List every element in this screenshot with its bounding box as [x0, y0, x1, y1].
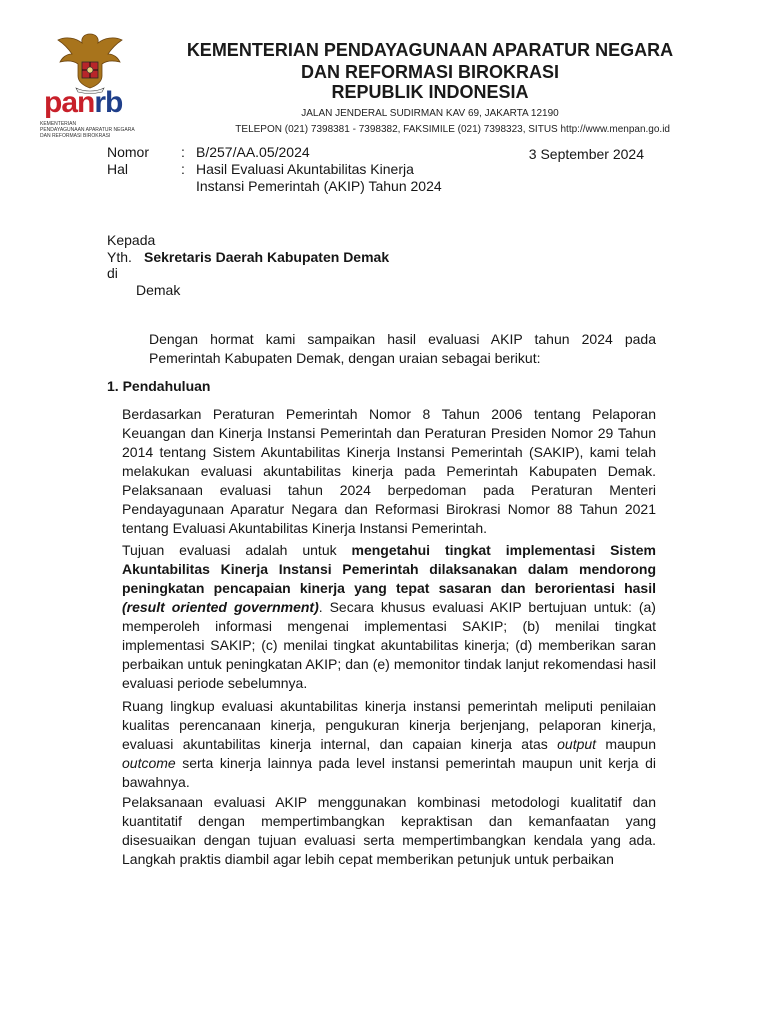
intro-paragraph: Dengan hormat kami sampaikan hasil evaluasi AKIP tahun 2024 pada Pemerintah Kabupaten Demak, dengan uraian sebagai berikut: [149, 331, 656, 366]
paragraph-2: Tujuan evaluasi adalah untuk mengetahui tingkat implementasi Sistem Akuntabilitas Kinerja Instansi Pemerintah dilaksanakan dalam mendorong peningkatan pencapaian kinerja yang tepat sasaran dan berorientasi hasil (result oriented government). Secara khusus evaluasi AKIP bertujuan untuk: (a) memperoleh informasi mengenai implementasi SAKIP; (b) menilai tingkat implementasi SAKIP; (c) menilai tingkat akuntabilitas kinerja; (d) memberikan saran perbaikan untuk peningkatan AKIP; dan (e) memonitor tindak lanjut rekomendasi hasil evaluasi periode sebelumnya. [122, 542, 657, 691]
panrb-logo [34, 28, 152, 138]
hal-value-line2: Instansi Pemerintah (AKIP) Tahun 2024 [196, 178, 442, 194]
ministry-contact: TELEPON (021) 7398381 - 7398382, FAKSIMILE (021) 7398323, SITUS http://www.menpan.go.id [235, 124, 670, 135]
kepada-label: Kepada [107, 232, 156, 248]
hal-label: Hal [107, 161, 129, 177]
hal-colon: : [181, 161, 185, 177]
garuda-emblem-icon [54, 28, 126, 94]
recipient-place: Demak [136, 282, 181, 298]
nomor-colon: : [181, 144, 185, 160]
yth-label: Yth. [107, 249, 132, 265]
di-label: di [107, 265, 118, 281]
recipient-name: Sekretaris Daerah Kabupaten Demak [144, 249, 390, 265]
nomor-value: B/257/AA.05/2024 [196, 144, 310, 160]
ministry-name-line3: REPUBLIK INDONESIA [331, 82, 529, 102]
ministry-address: JALAN JENDERAL SUDIRMAN KAV 69, JAKARTA 12190 [301, 108, 559, 119]
letter-date: 3 September 2024 [528, 146, 644, 162]
paragraph-1: Berdasarkan Peraturan Pemerintah Nomor 8 Tahun 2006 tentang Pelaporan Keuangan dan Kinerja Instansi Pemerintah dan Peraturan Presiden Nomor 29 Tahun 2014 tentang Sistem Akuntabilitas Kinerja Instansi Pemerintah (SAKIP), kami telah melakukan evaluasi akuntabilitas kinerja pada Pemerintah Kabupaten Demak. Pelaksanaan evaluasi tahun 2024 berpedoman pada Peraturan Menteri Pendayagunaan Aparatur Negara dan Reformasi Birokrasi Nomor 88 Tahun 2021 tentang Evaluasi Akuntabilitas Kinerja Instansi Pemerintah. [122, 406, 656, 536]
brand-subtitle: KEMENTERIAN PENDAYAGUNAAN APARATUR NEGARA DAN REFORMASI BIROKRASI [40, 121, 135, 139]
section-title-pendahuluan: 1. Pendahuluan [107, 378, 211, 394]
ministry-name-line2: DAN REFORMASI BIROKRASI [300, 62, 559, 82]
nomor-label: Nomor [107, 144, 150, 160]
brand-wordmark: panrb [44, 86, 123, 119]
hal-value-line1: Hasil Evaluasi Akuntabilitas Kinerja [196, 161, 414, 177]
ministry-name-line1: KEMENTERIAN PENDAYAGUNAAN APARATUR NEGARA [186, 40, 674, 60]
paragraph-3: Ruang lingkup evaluasi akuntabilitas kinerja instansi pemerintah meliputi penilaian kualitas perencanaan kinerja, pengukuran kinerja berjenjang, pelaporan kinerja, evaluasi akuntabilitas kinerja internal, dan capaian kinerja atas output maupun outcome serta kinerja lainnya pada level instansi pemerintah maupun unit kerja di bawahnya. [122, 698, 657, 790]
paragraph-4: Pelaksanaan evaluasi AKIP menggunakan kombinasi metodologi kualitatif dan kuantitatif dengan mempertimbangkan kepraktisan dan kemanfaatan yang disesuaikan dengan tujuan evaluasi serta mempertimbangkan kendala yang ada. Langkah praktis diambil agar lebih cepat memberikan petunjuk untuk perbaikan [122, 794, 656, 867]
